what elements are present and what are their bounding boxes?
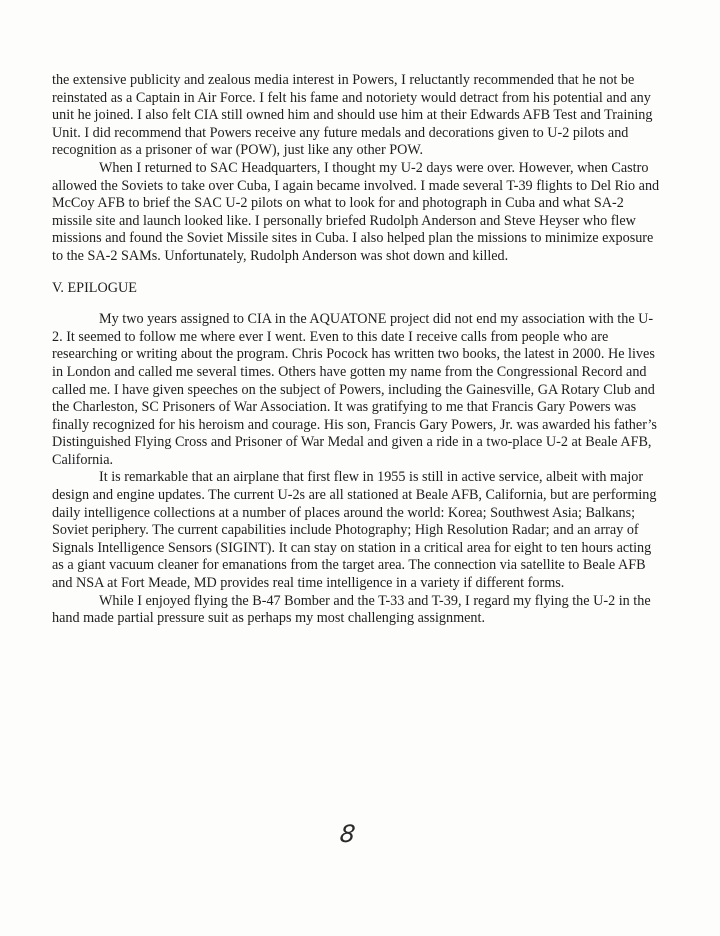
document-body bbox=[52, 72, 662, 628]
paragraph-aquatone-association: My two years assigned to CIA in the AQUATONE project did not end my association with the U-2. It seemed to follow me where ever I went. Even to this date I receive calls from people who are researching or writing about the program. Chris Pocock has written two books, the latest in 2000. He lives in London and called me several times. Others have gotten my name from the Congressional Record and called me. I have given speeches on the subject of Powers, including the Gainesville, GA Rotary Club and the Charleston, SC Prisoners of War Association. It was gratifying to me that Francis Gary Powers was finally recognized for his heroism and courage. His son, Francis Gary Powers, Jr. was awarded his father’s Distinguished Flying Cross and Prisoner of War Medal and given a ride in a two-place U-2 at Beale AFB, California. bbox=[52, 311, 657, 468]
section-heading-epilogue: V. EPILOGUE bbox=[52, 279, 137, 296]
paragraph-powers-reinstatement: the extensive publicity and zealous media interest in Powers, I reluctantly recommended that he not be reinstated as a Captain in Air Force. I felt his fame and notoriety would detract from his potential and any unit he joined. I also felt CIA still owned him and should use him at their Edwards AFB Test and Training Unit. I did recommend that Powers receive any future medals and decorations given to U-2 pilots and recognition as a prisoner of war (POW), just like any other POW. bbox=[52, 72, 653, 159]
paragraph-cuba-missions: When I returned to SAC Headquarters, I thought my U-2 days were over. However, when Castro allowed the Soviets to take over Cuba, I again became involved. I made several T-39 flights to Del Rio and McCoy AFB to brief the SAC U-2 pilots on what to look for and photograph in Cuba and what SA-2 missile site and launch looked like. I personally briefed Rudolph Anderson and Steve Heyser who flew missions and found the Soviet Missile sites in Cuba. I also helped plan the missions to minimize exposure to the SA-2 SAMs. Unfortunately, Rudolph Anderson was shot down and killed. bbox=[52, 159, 660, 264]
paragraph-closing-reflection: While I enjoyed flying the B-47 Bomber and the T-33 and T-39, I regard my flying the U-2 in the hand made partial pressure suit as perhaps my most challenging assignment. bbox=[52, 592, 651, 627]
page-number: 8 bbox=[338, 820, 357, 848]
paragraph-u2-active-service: It is remarkable that an airplane that first flew in 1955 is still in active service, albeit with major design and engine updates. The current U-2s are all stationed at Beale AFB, California, but are performing daily intelligence collections at a number of places around the world: Korea; Southwest Asia; Balkans; Soviet periphery. The current capabilities include Photography; High Resolution Radar; and an array of Signals Intelligence Sensors (SIGINT). It can stay on station in a critical area for eight to ten hours acting as a giant vacuum cleaner for emanations from the target area. The connection via satellite to Beale AFB and NSA at Fort Meade, MD provides real time intelligence in a variety if different forms. bbox=[52, 469, 657, 592]
